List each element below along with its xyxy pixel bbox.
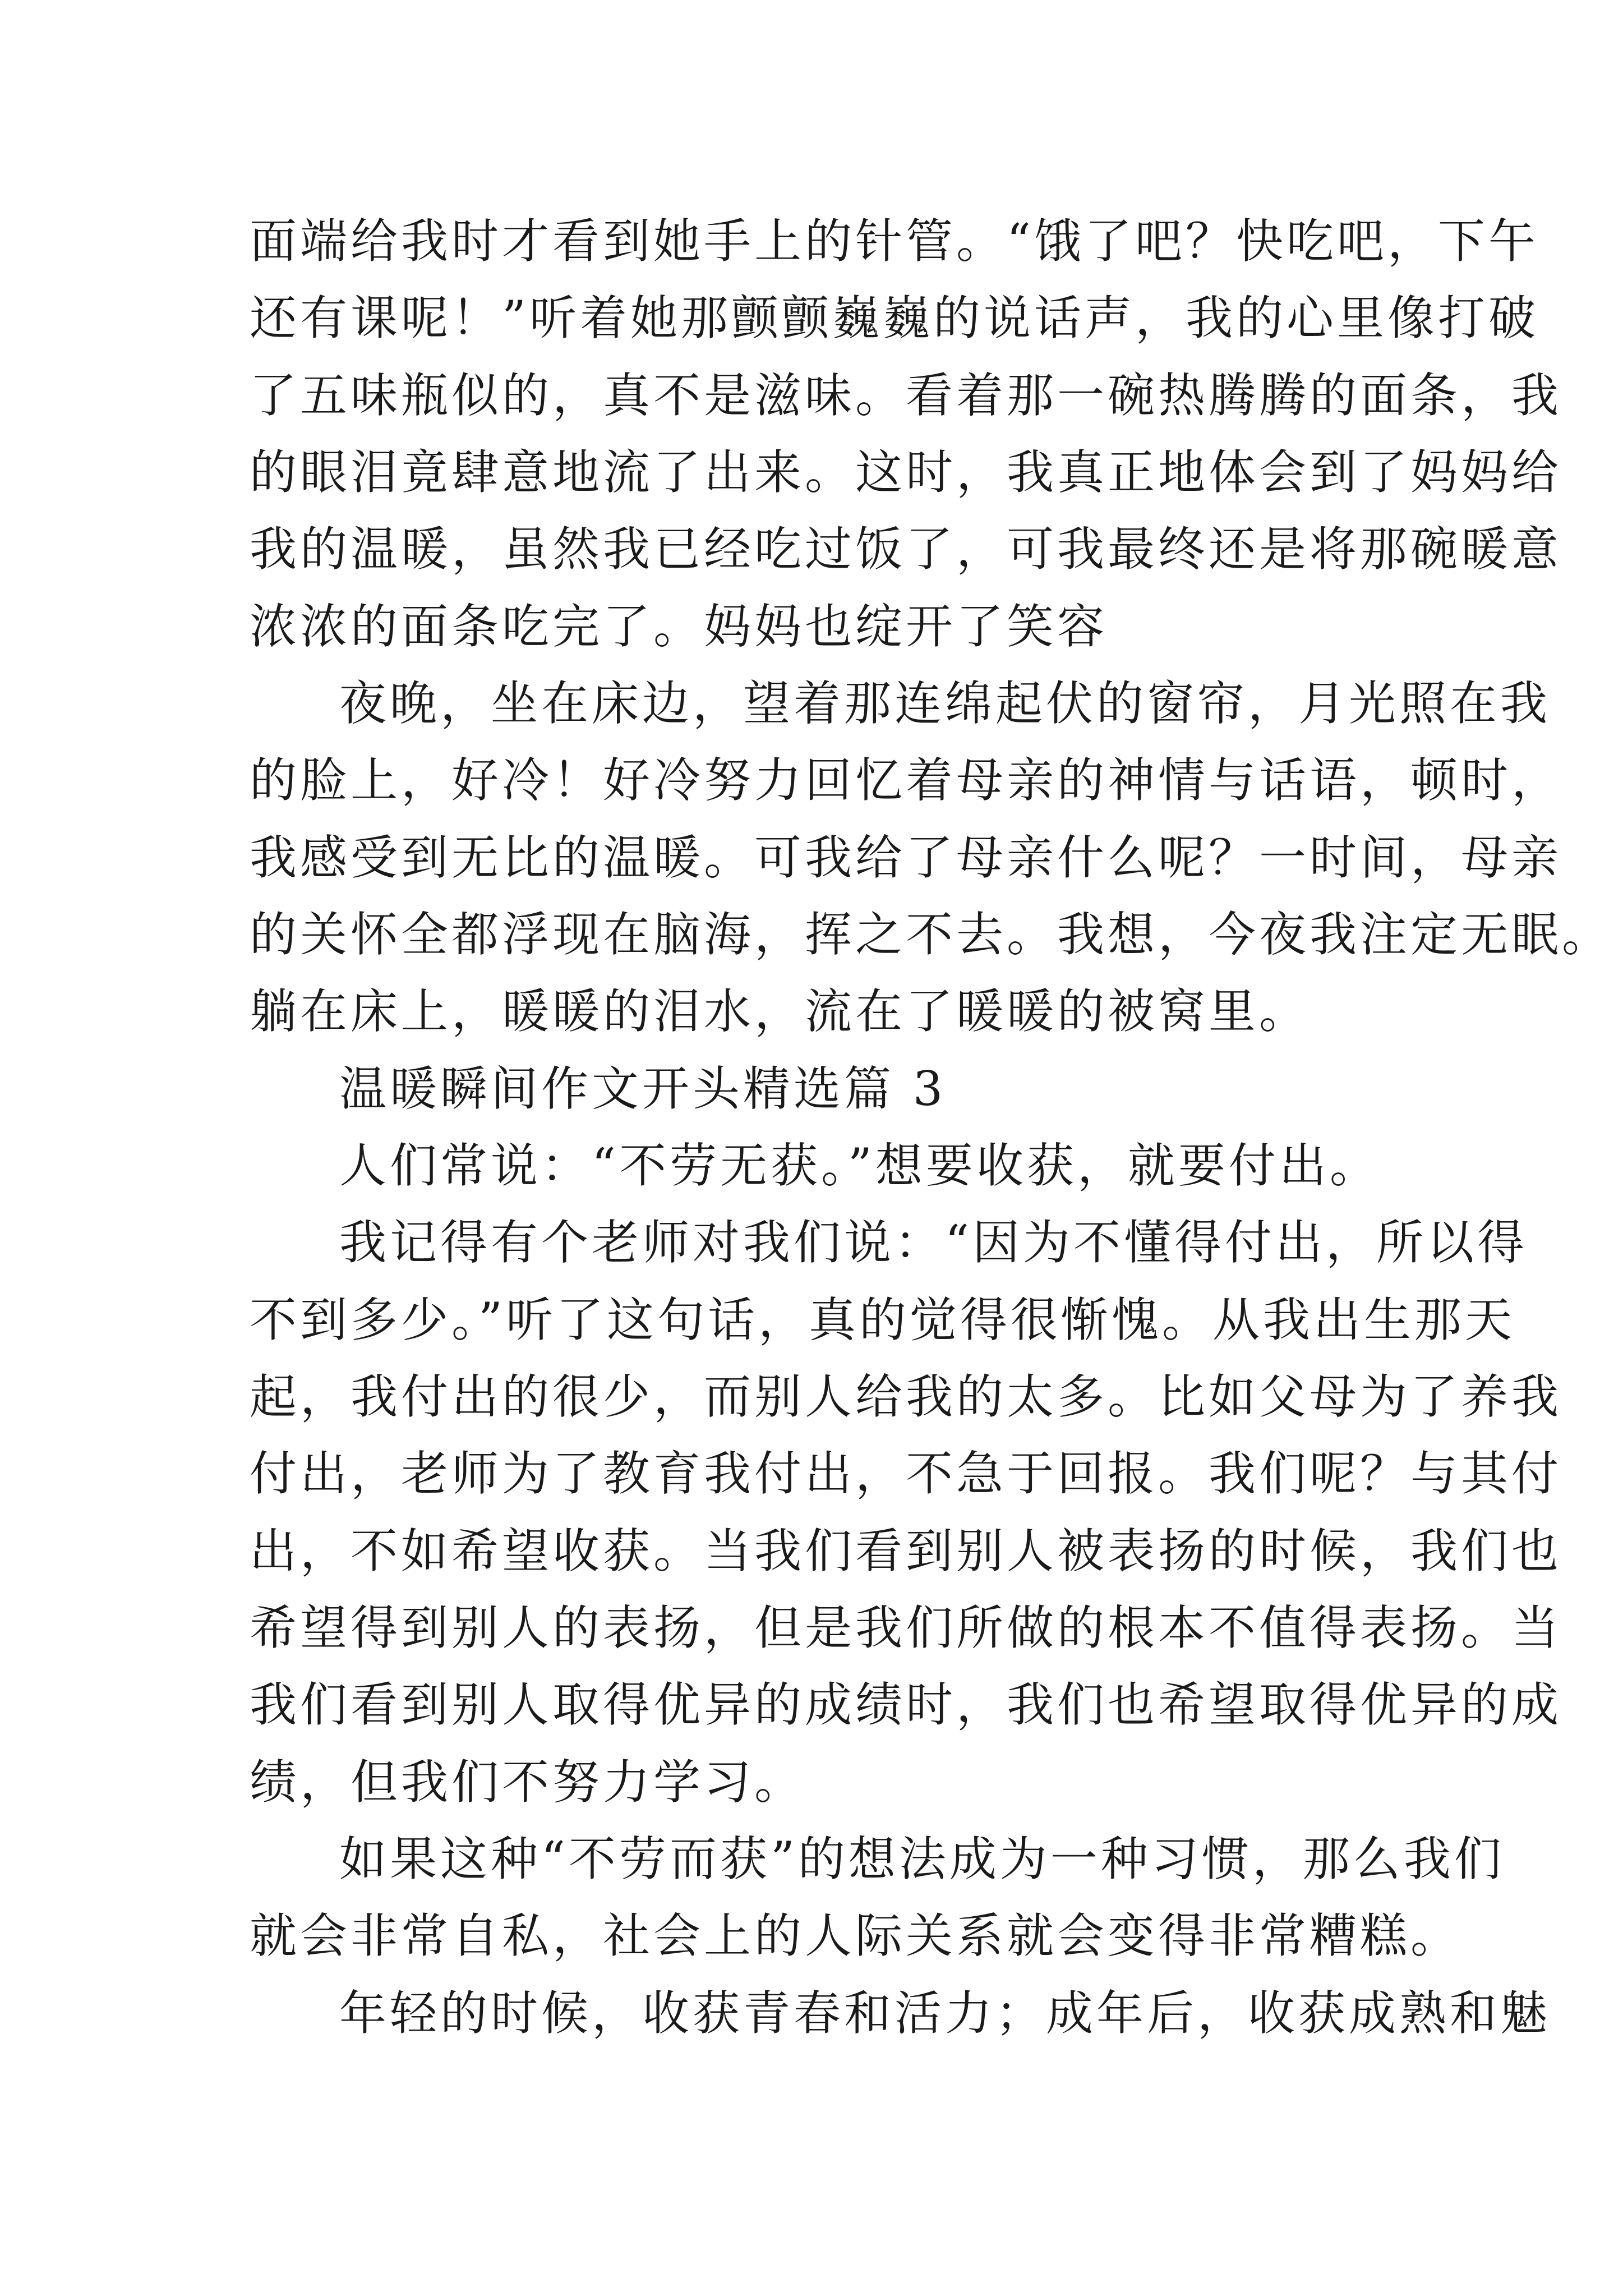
text-line: 绩，但我们不努力学习。 — [250, 1755, 805, 1810]
text-line: 我的温暖，虽然我已经吃过饭了，可我最终还是将那碗暖意 — [250, 522, 1562, 577]
text-line: 还有课呢！”听着她那颤颤巍巍的说话声，我的心里像打破 — [250, 291, 1539, 346]
section-heading: 温暖瞬间作文开头精选篇 3 — [339, 1061, 947, 1116]
text-line: 人们常说：“不劳无获。”想要收获，就要付出。 — [339, 1138, 1380, 1193]
text-line: 就会非常自私，社会上的人际关系就会变得非常糟糕。 — [250, 1908, 1461, 1963]
text-line: 了五味瓶似的，真不是滋味。看着那一碗热腾腾的面条，我 — [250, 368, 1562, 423]
text-line: 付出，老师为了教育我付出，不急于回报。我们呢？与其付 — [250, 1446, 1562, 1501]
text-line: 的眼泪竟肆意地流了出来。这时，我真正地体会到了妈妈给 — [250, 445, 1562, 500]
text-line: 我们看到别人取得优异的成绩时，我们也希望取得优异的成 — [250, 1677, 1562, 1732]
text-line: 我感受到无比的温暖。可我给了母亲什么呢？一时间，母亲 — [250, 830, 1562, 885]
text-line: 的关怀全都浮现在脑海，挥之不去。我想，今夜我注定无眠。 — [250, 907, 1613, 962]
text-line: 不到多少。”听了这句话，真的觉得很惭愧。从我出生那天 — [250, 1292, 1515, 1347]
text-line: 我记得有个老师对我们说：“因为不懂得付出，所以得 — [339, 1215, 1528, 1270]
text-line: 起，我付出的很少，而别人给我的太多。比如父母为了养我 — [250, 1369, 1562, 1424]
text-line: 躺在床上，暖暖的泪水，流在了暖暖的被窝里。 — [250, 984, 1310, 1039]
text-line: 的脸上，好冷！好冷努力回忆着母亲的神情与话语，顿时， — [250, 753, 1562, 808]
text-line: 希望得到别人的表扬，但是我们所做的根本不值得表扬。当 — [250, 1600, 1562, 1655]
text-line: 出，不如希望收获。当我们看到别人被表扬的时候，我们也 — [250, 1524, 1562, 1579]
text-line: 浓浓的面条吃完了。妈妈也绽开了笑容 — [250, 599, 1108, 654]
text-line: 面端给我时才看到她手上的针管。“饿了吧？快吃吧，下午 — [250, 214, 1539, 269]
text-line: 如果这种“不劳而获”的想法成为一种习惯，那么我们 — [339, 1832, 1505, 1887]
text-line: 夜晚，坐在床边，望着那连绵起伏的窗帘，月光照在我 — [339, 676, 1551, 731]
text-line: 年轻的时候，收获青春和活力；成年后，收获成熟和魅 — [339, 1986, 1551, 2041]
